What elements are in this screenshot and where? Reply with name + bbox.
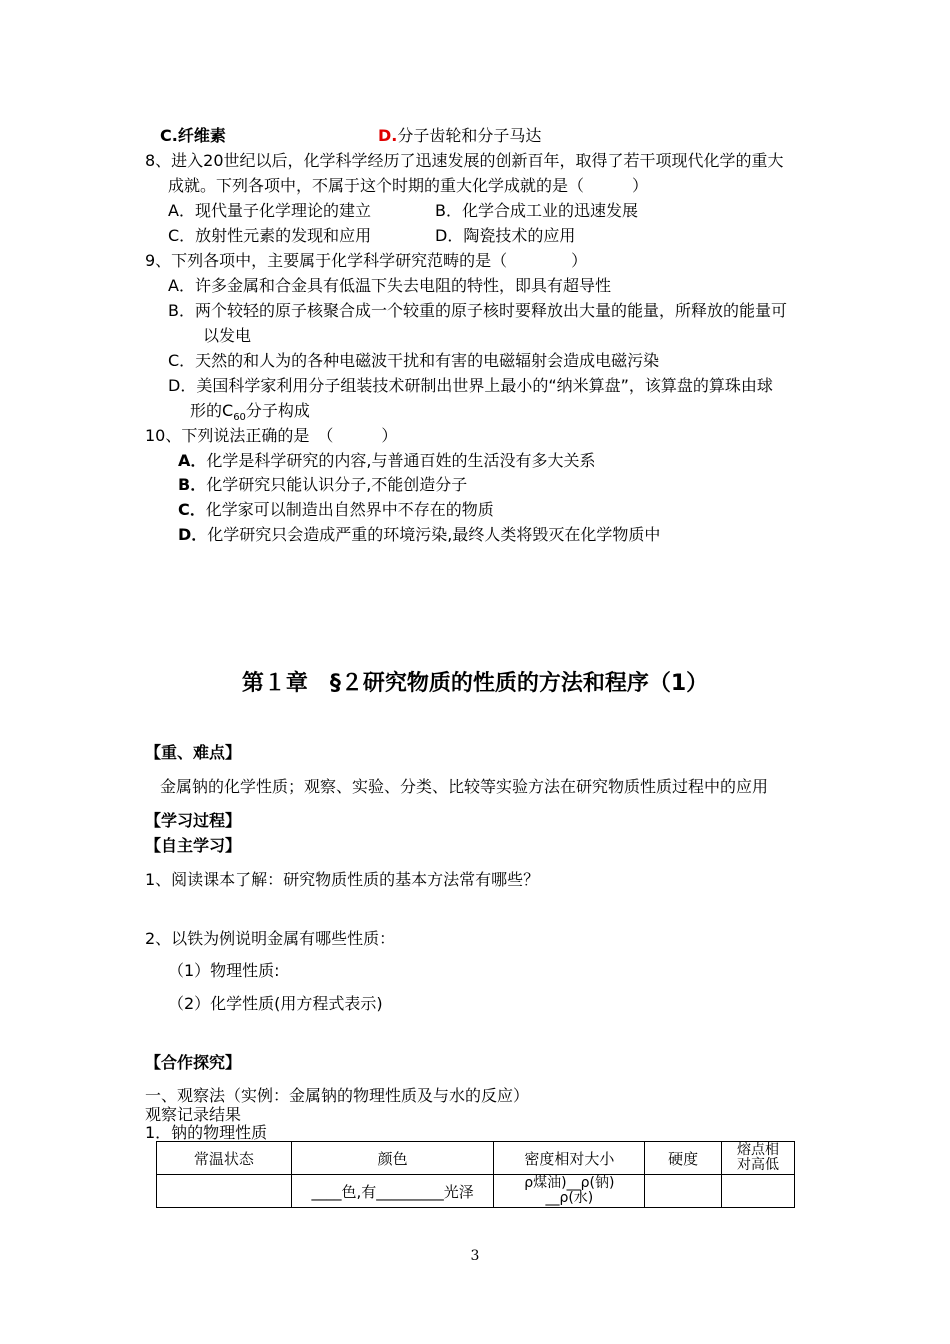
cell-density-line2: __ρ(水): [545, 1190, 594, 1206]
q7-option-d-text: 分子齿轮和分子马达: [397, 126, 542, 145]
cooperation-heading: 【合作探究】: [145, 1053, 242, 1072]
q8-option-a: A．现代量子化学理论的建立: [168, 201, 371, 220]
q10-b-text: 化学研究只能认识分子,不能创造分子: [206, 475, 468, 494]
q10-option-d: [178, 524, 660, 546]
q8-stem-line2: 成就。下列各项中，不属于这个时期的重大化学成就的是（ ）: [168, 176, 649, 195]
q10-stem: 10、下列说法正确的是 （ ）: [145, 426, 398, 445]
table-header-row: [157, 1142, 795, 1175]
q9-option-b-line2: 以发电: [203, 326, 252, 345]
self-study-q2-physical: （1）物理性质:: [168, 961, 280, 980]
q10-d-text: 化学研究只会造成严重的环境污染,最终人类将毁灭在化学物质中: [207, 525, 661, 544]
observation-record: 观察记录结果: [145, 1105, 242, 1124]
q9-option-c: C．天然的和人为的各种电磁波干扰和有害的电磁辐射会造成电磁污染: [168, 351, 660, 370]
cell-state: [157, 1175, 292, 1208]
cell-color: ____色,有_________光泽: [291, 1175, 494, 1208]
cell-hardness: [645, 1175, 722, 1208]
observation-section: 一、观察法（实例：金属钠的物理性质及与水的反应）: [145, 1086, 530, 1105]
self-study-q1: 1、阅读课本了解：研究物质性质的基本方法常有哪些？: [145, 870, 540, 889]
self-study-q2: 2、以铁为例说明金属有哪些性质：: [145, 929, 396, 948]
header-melting-line2: 对高低: [737, 1157, 780, 1173]
key-points-heading: 【重、难点】: [145, 743, 242, 762]
chapter-title: 第１章 §２研究物质的性质的方法和程序（1）: [241, 671, 709, 696]
self-study-heading: 【自主学习】: [145, 836, 242, 855]
q10-option-a: [178, 450, 595, 472]
q7-option-d: [378, 125, 541, 147]
header-melting: [722, 1142, 795, 1175]
q10-d-letter: D．: [178, 525, 208, 544]
q9-option-a: A．许多金属和合金具有低温下失去电阻的特性，即具有超导性: [168, 276, 611, 295]
q10-a-letter: A．: [178, 451, 207, 470]
sodium-properties-table: [156, 1141, 795, 1208]
q8-stem-line1: 8、进入20世纪以后，化学科学经历了迅速发展的创新百年，取得了若干项现代化学的重大: [145, 151, 784, 170]
q8-option-c: C．放射性元素的发现和应用: [168, 226, 372, 245]
q7-option-c: C.纤维素: [160, 126, 226, 145]
q9-d2-sub: 60: [233, 412, 246, 424]
self-study-q2-chemical: （2）化学性质(用方程式表示): [168, 994, 383, 1013]
sodium-physical-title: 1．钠的物理性质: [145, 1123, 268, 1142]
q10-a-text: 化学是科学研究的内容,与普通百姓的生活没有多大关系: [206, 451, 596, 470]
header-melting-line1: 熔点相: [737, 1142, 780, 1158]
cell-density: [494, 1175, 645, 1208]
q9-d2-pre: 形的C: [190, 401, 234, 420]
q9-stem: 9、下列各项中，主要属于化学科学研究范畴的是（ ）: [145, 251, 588, 270]
header-color: 颜色: [291, 1142, 494, 1175]
q7-option-d-letter: D.: [378, 126, 398, 145]
cell-density-line1: ρ煤油)__ρ(钠): [524, 1175, 615, 1191]
header-hardness: 硬度: [645, 1142, 722, 1175]
q10-option-b: [178, 474, 467, 496]
q10-b-letter: B．: [178, 475, 207, 494]
key-points-text: 金属钠的化学性质；观察、实验、分类、比较等实验方法在研究物质性质过程中的应用: [160, 777, 769, 796]
q9-option-d-line1: D．美国科学家利用分子组装技术研制出世界上最小的“纳米算盘”，该算盘的算珠由球: [168, 376, 773, 395]
cell-melting: [722, 1175, 795, 1208]
page-number: 3: [470, 1248, 480, 1264]
q10-c-text: 化学家可以制造出自然界中不存在的物质: [205, 500, 494, 519]
header-state: 常温状态: [157, 1142, 292, 1175]
q9-option-b-line1: B．两个较轻的原子核聚合成一个较重的原子核时要释放出大量的能量，所释放的能量可: [168, 301, 787, 320]
learning-process-heading: 【学习过程】: [145, 811, 242, 830]
q8-option-b: B．化学合成工业的迅速发展: [435, 201, 638, 220]
q10-c-letter: C．: [178, 500, 206, 519]
q8-option-d: D．陶瓷技术的应用: [435, 226, 576, 245]
q9-d2-post: 分子构成: [245, 401, 310, 420]
q10-option-c: [178, 499, 494, 521]
table-row: [157, 1175, 795, 1208]
header-density: 密度相对大小: [494, 1142, 645, 1175]
